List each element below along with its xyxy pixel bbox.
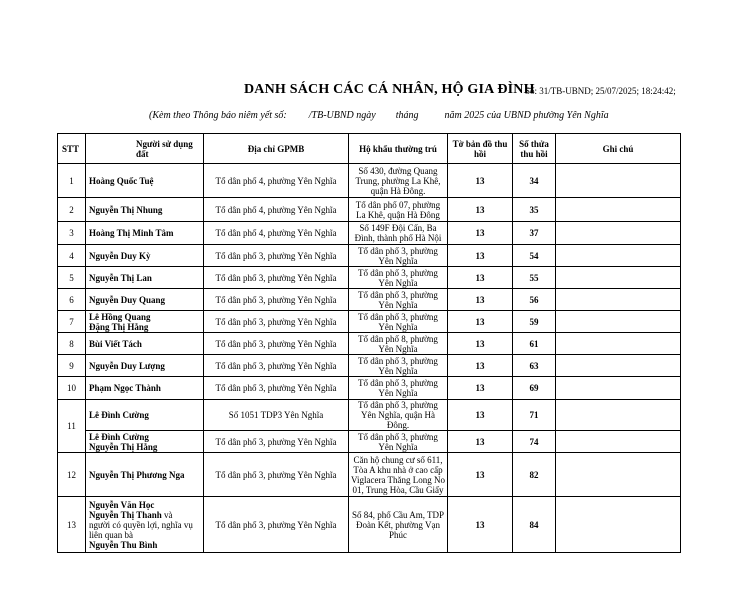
document-reference: Số: 31/TB-UBND; 25/07/2025; 18:24:42; [525,86,676,96]
cell-map-sheet: 13 [448,497,513,553]
cell-note [556,377,681,400]
cell-residence: Căn hộ chung cư số 611, Tòa A khu nhà ở cao cấp Viglacera Thăng Long No 01, Trung Hòa, Cầu Giấy [349,453,448,497]
cell-map-sheet: 13 [448,431,513,453]
cell-gpmb: Số 1051 TDP3 Yên Nghĩa [204,400,349,431]
person-name: Lê Đình Cường [89,431,149,442]
cell-residence: Tổ dân phố 07, phường La Khê, quận Hà Đông [349,198,448,222]
cell-stt: 6 [58,289,86,311]
cell-parcel: 56 [513,289,556,311]
name-connector: và [161,509,173,520]
table-row [58,164,681,198]
cell-residence: Tổ dân phố 8, phường Yên Nghĩa [349,333,448,355]
cell-parcel: 34 [513,164,556,198]
cell-note [556,267,681,289]
cell-parcel: 55 [513,267,556,289]
cell-residence: Tổ dân phố 3, phường Yên Nghĩa [349,289,448,311]
cell-map-sheet: 13 [448,289,513,311]
cell-parcel: 84 [513,497,556,553]
cell-map-sheet: 13 [448,164,513,198]
person-name: Nguyễn Thị Thanh [89,509,162,520]
table-row [58,453,681,497]
cell-name [86,311,204,333]
cell-parcel: 74 [513,431,556,453]
header-parcel: Số thửa thu hồi [513,134,556,164]
cell-name: Nguyễn Thị Phương Nga [86,453,204,497]
cell-stt: 8 [58,333,86,355]
cell-residence: Tổ dân phố 3, phường Yên Nghĩa [349,311,448,333]
table-header-row [58,134,681,164]
cell-map-sheet: 13 [448,453,513,497]
cell-residence: Tổ dân phố 3, phường Yên Nghĩa [349,245,448,267]
cell-residence: Số 149F Đội Cấn, Ba Đình, thành phố Hà Nội [349,222,448,245]
cell-residence: Tổ dân phố 3, phường Yên Nghĩa [349,377,448,400]
cell-residence: Tổ dân phố 3, phường Yên Nghĩa [349,431,448,453]
table-row [58,267,681,289]
cell-parcel: 82 [513,453,556,497]
cell-name: Hoàng Thị Minh Tâm [86,222,204,245]
cell-parcel: 59 [513,311,556,333]
cell-stt: 3 [58,222,86,245]
cell-stt: 9 [58,355,86,377]
table-row [58,497,681,553]
table-row [58,289,681,311]
subtitle-part3: tháng [395,110,419,121]
cell-parcel: 35 [513,198,556,222]
cell-residence: Số 84, phố Cầu Am, TDP Đoàn Kết, phường Vạn Phúc [349,497,448,553]
header-stt: STT [58,134,86,164]
cell-name [86,497,204,553]
cell-parcel: 71 [513,400,556,431]
person-name: Nguyễn Thu Bình [89,539,158,550]
cell-stt: 7 [58,311,86,333]
header-map-sheet: Tờ bản đồ thu hồi [448,134,513,164]
cell-note [556,245,681,267]
table-row [58,400,681,431]
cell-stt: 2 [58,198,86,222]
table-row [58,198,681,222]
cell-gpmb: Tổ dân phố 3, phường Yên Nghĩa [204,377,349,400]
document-subtitle [149,110,609,121]
cell-map-sheet: 13 [448,377,513,400]
cell-map-sheet: 13 [448,198,513,222]
cell-name: Nguyễn Duy Kỳ [86,245,204,267]
cell-note [556,222,681,245]
cell-name: Bùi Viết Tách [86,333,204,355]
cell-name: Hoàng Quốc Tuệ [86,164,204,198]
cell-name: Nguyễn Thị Nhung [86,198,204,222]
subtitle-part1: (Kèm theo Thông báo niêm yết số: [149,110,287,121]
cell-parcel: 69 [513,377,556,400]
cell-gpmb: Tổ dân phố 4, phường Yên Nghĩa [204,198,349,222]
cell-parcel: 54 [513,245,556,267]
cell-map-sheet: 13 [448,311,513,333]
cell-stt: 5 [58,267,86,289]
table-row [58,377,681,400]
cell-parcel: 61 [513,333,556,355]
person-name: Lê Hồng Quang [89,311,151,322]
cell-name: Lê Đình Cường [86,400,204,431]
cell-map-sheet: 13 [448,245,513,267]
cell-note [556,453,681,497]
cell-note [556,333,681,355]
cell-stt: 12 [58,453,86,497]
cell-note [556,355,681,377]
table-row [58,355,681,377]
header-user: Người sử dụng đất [86,134,204,164]
table-row [58,222,681,245]
cell-residence: Tổ dân phố 3, phường Yên Nghĩa, quận Hà Đông. [349,400,448,431]
person-name: Nguyễn Thị Hằng [89,441,158,452]
cell-note [556,164,681,198]
cell-residence: Tổ dân phố 3, phường Yên Nghĩa [349,355,448,377]
cell-gpmb: Tổ dân phố 3, phường Yên Nghĩa [204,267,349,289]
related-party-note: người có quyền lợi, nghĩa vụ liên quan bà [89,519,193,540]
cell-gpmb: Tổ dân phố 3, phường Yên Nghĩa [204,245,349,267]
person-name: Đặng Thị Hằng [89,321,149,332]
cell-note [556,431,681,453]
cell-name: Nguyễn Duy Quang [86,289,204,311]
cell-note [556,198,681,222]
table-row [58,311,681,333]
cell-gpmb: Tổ dân phố 4, phường Yên Nghĩa [204,164,349,198]
cell-stt: 4 [58,245,86,267]
cell-map-sheet: 13 [448,222,513,245]
cell-stt: 13 [58,497,86,553]
header-residence: Hộ khẩu thường trú [349,134,448,164]
document-title: DANH SÁCH CÁC CÁ NHÂN, HỘ GIA ĐÌNH [244,82,535,97]
person-name: Nguyễn Văn Học [89,499,155,510]
cell-name: Phạm Ngọc Thành [86,377,204,400]
table-row [58,431,681,453]
cell-map-sheet: 13 [448,333,513,355]
header-note: Ghi chú [556,134,681,164]
cell-stt: 11 [58,400,86,453]
cell-map-sheet: 13 [448,267,513,289]
subtitle-part4: năm 2025 của UBND phường Yên Nghĩa [444,110,609,121]
cell-parcel: 37 [513,222,556,245]
table-row [58,333,681,355]
cell-gpmb: Tổ dân phố 3, phường Yên Nghĩa [204,497,349,553]
cell-parcel: 63 [513,355,556,377]
cell-gpmb: Tổ dân phố 3, phường Yên Nghĩa [204,453,349,497]
cell-note [556,289,681,311]
cell-name: Nguyễn Thị Lan [86,267,204,289]
header-gpmb: Địa chỉ GPMB [204,134,349,164]
table-row [58,245,681,267]
land-user-table [57,133,681,553]
person-name-line [89,510,201,520]
cell-gpmb: Tổ dân phố 3, phường Yên Nghĩa [204,333,349,355]
cell-note [556,311,681,333]
cell-stt: 10 [58,377,86,400]
cell-residence: Tổ dân phố 3, phường Yên Nghĩa [349,267,448,289]
cell-map-sheet: 13 [448,400,513,431]
cell-note [556,400,681,431]
cell-gpmb: Tổ dân phố 3, phường Yên Nghĩa [204,289,349,311]
subtitle-part2: /TB-UBND ngày [308,110,376,121]
cell-name [86,431,204,453]
cell-name: Nguyễn Duy Lượng [86,355,204,377]
cell-stt: 1 [58,164,86,198]
cell-gpmb: Tổ dân phố 3, phường Yên Nghĩa [204,311,349,333]
cell-map-sheet: 13 [448,355,513,377]
cell-note [556,497,681,553]
cell-residence: Số 430, đường Quang Trung, phường La Khê, quận Hà Đông. [349,164,448,198]
cell-gpmb: Tổ dân phố 3, phường Yên Nghĩa [204,355,349,377]
cell-gpmb: Tổ dân phố 3, phường Yên Nghĩa [204,431,349,453]
cell-gpmb: Tổ dân phố 4, phường Yên Nghĩa [204,222,349,245]
